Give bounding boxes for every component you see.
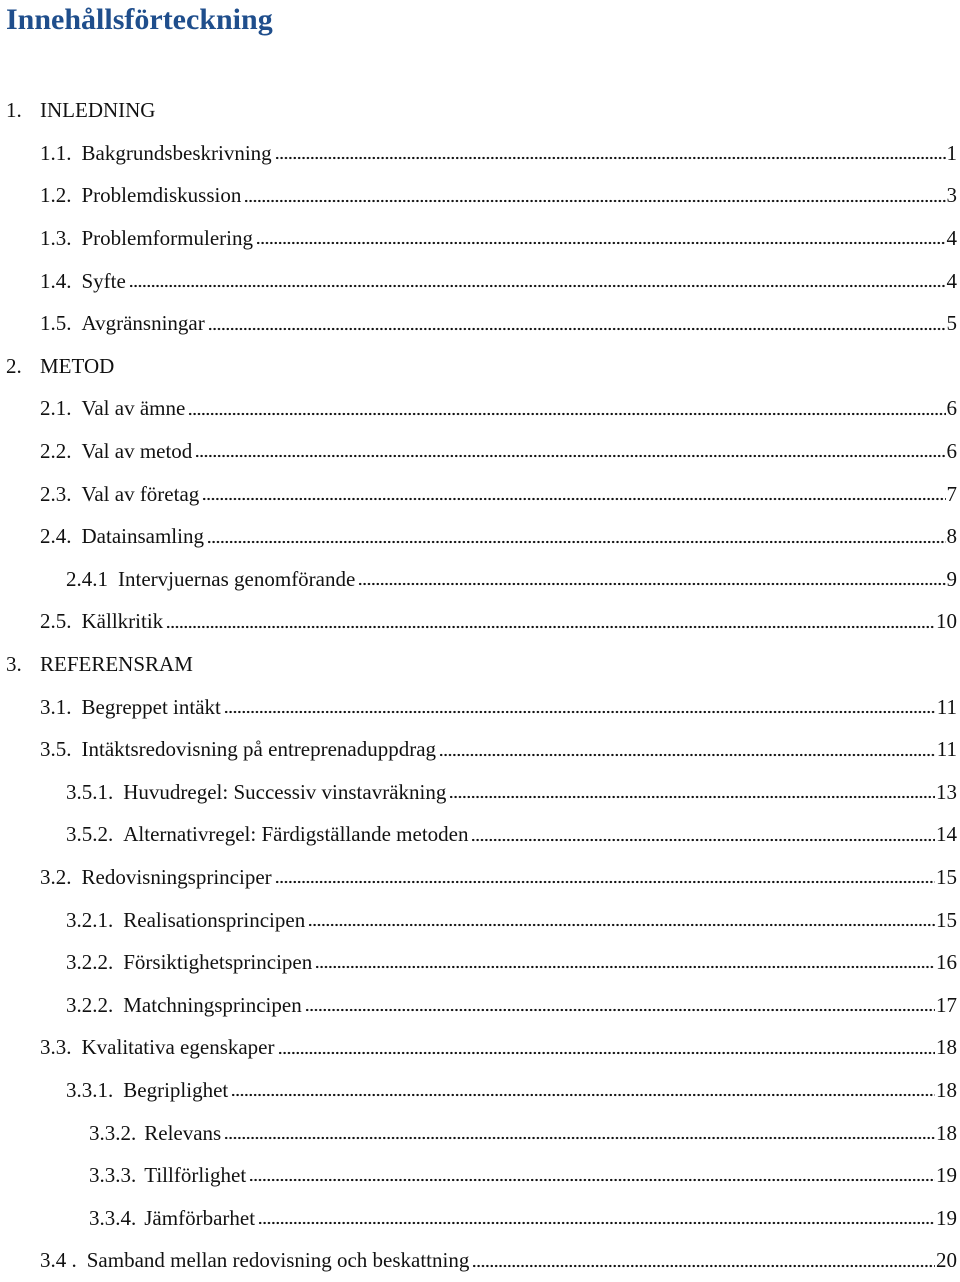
toc-entry-number: 1.2. (40, 183, 72, 207)
toc-entry-title: Relevans (144, 1121, 221, 1145)
toc-entry[interactable] (0, 1111, 960, 1154)
toc-entry-title: Problemformulering (82, 226, 253, 250)
toc-entry[interactable] (0, 1026, 960, 1069)
toc-entry-title: Bakgrundsbeskrivning (82, 141, 272, 165)
toc-dot-leader (224, 706, 936, 714)
toc-entry-number: 2.5. (40, 609, 72, 633)
toc-page-number: 18 (936, 1035, 960, 1059)
toc-page-number: 18 (936, 1121, 960, 1145)
toc-entry[interactable] (0, 1154, 960, 1197)
toc-page-number: 4 (947, 226, 960, 250)
toc-entry-number: 3.5.2. (66, 822, 113, 846)
toc-page-number: 15 (936, 865, 960, 889)
toc-entry-title: REFERENSRAM (40, 652, 193, 676)
toc-entry[interactable] (0, 132, 960, 175)
toc-entry[interactable] (0, 430, 960, 473)
toc-dot-leader (249, 1174, 935, 1182)
toc-entry-number: 3.3.3. (89, 1163, 136, 1187)
toc-dot-leader (258, 1217, 935, 1225)
toc-entry-title: Samband mellan redovisning och beskattning (87, 1248, 470, 1272)
toc-dot-leader (224, 1132, 935, 1140)
toc-page-number: 19 (936, 1163, 960, 1187)
toc-page-number: 8 (947, 524, 960, 548)
toc-page-number: 16 (936, 950, 960, 974)
toc-dot-leader (195, 450, 945, 458)
toc-dot-leader (308, 919, 935, 927)
toc-entry[interactable] (0, 217, 960, 260)
toc-entry[interactable] (0, 813, 960, 856)
toc-entry-number: 2.3. (40, 482, 72, 506)
toc-entry-number: 1.4. (40, 269, 72, 293)
toc-dot-leader (275, 876, 935, 884)
toc-page-number: 5 (947, 311, 960, 335)
toc-page-number: 7 (947, 482, 960, 506)
toc-page-number: 10 (936, 609, 960, 633)
toc-entry-title: Val av metod (82, 439, 193, 463)
toc-dot-leader (275, 152, 946, 160)
toc-page-number: 17 (936, 993, 960, 1017)
page-title: Innehållsförteckning (6, 0, 273, 40)
toc-entry-number: 3.4 . (40, 1248, 77, 1272)
toc-entry-title: Kvalitativa egenskaper (82, 1035, 275, 1059)
toc-entry-number: 3.3. (40, 1035, 72, 1059)
toc-entry-number: 3.3.1. (66, 1078, 113, 1102)
toc-dot-leader (256, 237, 946, 245)
toc-page-number: 1 (947, 141, 960, 165)
toc-dot-leader (449, 791, 935, 799)
toc-entry-title: Val av ämne (82, 396, 186, 420)
toc-chapter-heading[interactable] (0, 643, 960, 686)
toc-page-number: 4 (947, 269, 960, 293)
toc-entry-number: 2.4.1 (66, 567, 108, 591)
toc-dot-leader (358, 578, 945, 586)
toc-entry-number: 3.1. (40, 695, 72, 719)
toc-entry-number: 3.2.2. (66, 993, 113, 1017)
toc-entry[interactable] (0, 387, 960, 430)
toc-dot-leader (202, 493, 945, 501)
toc-entry-title: Försiktighetsprincipen (123, 950, 312, 974)
toc-entry[interactable] (0, 728, 960, 771)
toc-dot-leader (207, 536, 946, 544)
toc-page-number: 6 (947, 396, 960, 420)
toc-entry-number: 1.1. (40, 141, 72, 165)
toc-entry[interactable] (0, 259, 960, 302)
toc-entry-title: METOD (40, 354, 114, 378)
toc-entry-number: 2.4. (40, 524, 72, 548)
toc-dot-leader (439, 749, 936, 757)
toc-entry-title: Matchningsprincipen (123, 993, 301, 1017)
toc-dot-leader (166, 621, 935, 629)
toc-dot-leader (472, 1260, 935, 1268)
toc-entry-number: 1. (6, 98, 40, 122)
toc-page-number: 3 (947, 183, 960, 207)
toc-chapter-heading[interactable] (0, 89, 960, 132)
toc-entry-title: Intäktsredovisning på entreprenaduppdrag (82, 737, 437, 761)
toc-dot-leader (188, 408, 945, 416)
toc-entry-title: Problemdiskussion (82, 183, 242, 207)
toc-entry-title: Avgränsningar (82, 311, 205, 335)
toc-entry-number: 1.3. (40, 226, 72, 250)
toc-entry-number: 1.5. (40, 311, 72, 335)
toc-entry-title: Huvudregel: Successiv vinstavräkning (123, 780, 446, 804)
toc-page-number: 11 (937, 737, 960, 761)
toc-page-number: 20 (936, 1248, 960, 1272)
toc-dot-leader (129, 280, 946, 288)
toc-page-number: 19 (936, 1206, 960, 1230)
toc-entry-number: 2.1. (40, 396, 72, 420)
toc-entry[interactable] (0, 898, 960, 941)
toc-entry-number: 3.3.4. (89, 1206, 136, 1230)
toc-entry-title: Datainsamling (82, 524, 204, 548)
toc-entry-title: Alternativregel: Färdigställande metoden (123, 822, 468, 846)
toc-entry[interactable] (0, 302, 960, 345)
toc-entry-number: 3.2. (40, 865, 72, 889)
toc-entry-title: Tillförlighet (144, 1163, 246, 1187)
toc-page-number: 9 (947, 567, 960, 591)
toc-dot-leader (471, 834, 935, 842)
toc-entry-title: Val av företag (82, 482, 200, 506)
toc-entry[interactable] (0, 1069, 960, 1112)
toc-entry-number: 3.5. (40, 737, 72, 761)
toc-page-number: 14 (936, 822, 960, 846)
toc-entry-title: Syfte (82, 269, 126, 293)
toc-entry-title: Redovisningsprinciper (82, 865, 272, 889)
toc-entry-number: 2.2. (40, 439, 72, 463)
table-of-contents (0, 89, 960, 1282)
toc-entry-title: INLEDNING (40, 98, 155, 122)
toc-entry[interactable] (0, 1196, 960, 1239)
toc-entry-title: Källkritik (82, 609, 164, 633)
toc-page-number: 15 (936, 908, 960, 932)
toc-page-number: 13 (936, 780, 960, 804)
toc-chapter-heading[interactable] (0, 345, 960, 388)
toc-entry[interactable] (0, 600, 960, 643)
toc-entry-title: Intervjuernas genomförande (118, 567, 355, 591)
toc-entry-title: Begriplighet (123, 1078, 228, 1102)
toc-dot-leader (315, 961, 935, 969)
toc-entry-title: Realisationsprincipen (123, 908, 305, 932)
toc-entry[interactable] (0, 941, 960, 984)
toc-entry[interactable] (0, 174, 960, 217)
toc-entry[interactable] (0, 685, 960, 728)
toc-entry-number: 3.3.2. (89, 1121, 136, 1145)
toc-page-number: 6 (947, 439, 960, 463)
toc-entry-number: 3.2.2. (66, 950, 113, 974)
toc-entry-number: 3. (6, 652, 40, 676)
toc-dot-leader (305, 1004, 935, 1012)
toc-entry-number: 3.2.1. (66, 908, 113, 932)
toc-entry[interactable] (0, 983, 960, 1026)
toc-entry[interactable] (0, 472, 960, 515)
toc-entry-title: Begreppet intäkt (82, 695, 221, 719)
toc-entry[interactable] (0, 771, 960, 814)
toc-dot-leader (208, 323, 946, 331)
toc-page-number: 11 (937, 695, 960, 719)
toc-entry[interactable] (0, 515, 960, 558)
toc-page-number: 18 (936, 1078, 960, 1102)
toc-entry[interactable] (0, 558, 960, 601)
toc-dot-leader (278, 1047, 936, 1055)
toc-entry[interactable] (0, 856, 960, 899)
toc-entry[interactable] (0, 1239, 960, 1282)
toc-dot-leader (231, 1089, 935, 1097)
toc-entry-number: 2. (6, 354, 40, 378)
toc-entry-number: 3.5.1. (66, 780, 113, 804)
toc-dot-leader (244, 195, 945, 203)
toc-entry-title: Jämförbarhet (144, 1206, 255, 1230)
